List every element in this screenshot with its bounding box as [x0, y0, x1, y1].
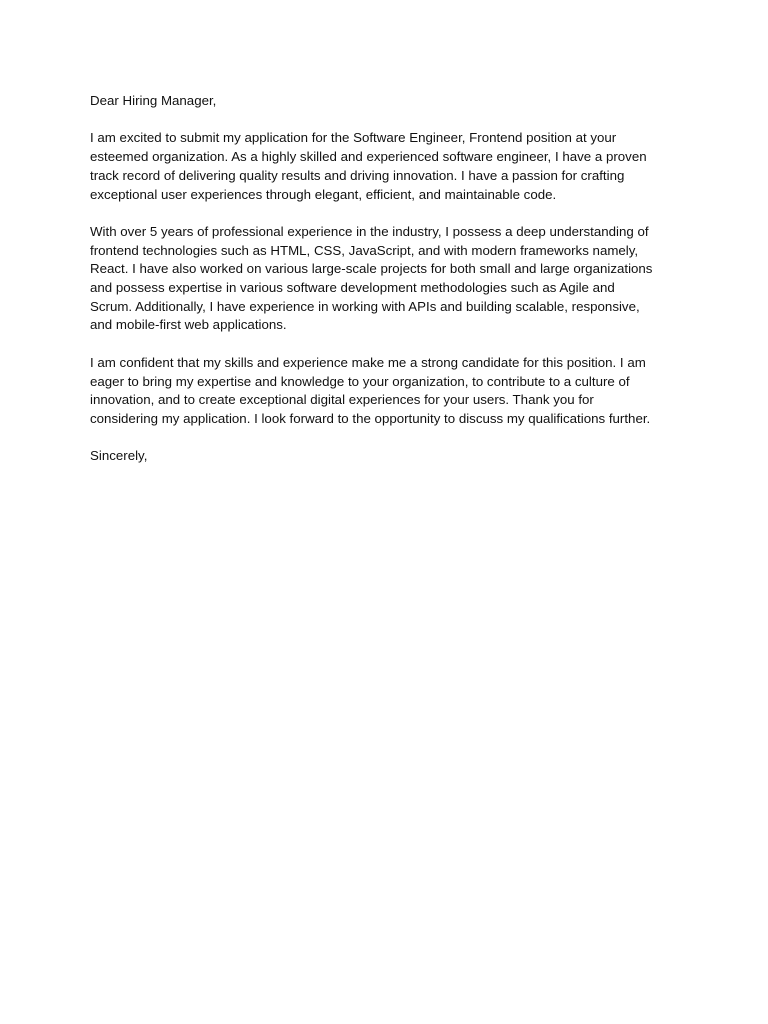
paragraph-line: With over 5 years of professional experience in the industry, I possess a deep understanding of [90, 223, 649, 239]
cover-letter [90, 92, 690, 485]
closing [90, 447, 690, 466]
paragraph-line: track record of delivering quality results and driving innovation. I have a passion for crafting [90, 167, 625, 183]
paragraph-line: innovation, and to create exceptional digital experiences for your users. Thank you for [90, 392, 594, 408]
paragraph-3 [90, 354, 690, 429]
paragraph-line: considering my application. I look forward to the opportunity to discuss my qualifications further. [90, 410, 651, 426]
closing-text: Sincerely, [90, 448, 148, 464]
salutation [90, 92, 690, 111]
paragraph-line: frontend technologies such as HTML, CSS, JavaScript, and with modern frameworks namely, [90, 242, 639, 258]
paragraph-line: exceptional user experiences through elegant, efficient, and maintainable code. [90, 186, 557, 202]
paragraph-line: eager to bring my expertise and knowledge to your organization, to contribute to a culture of [90, 373, 630, 389]
paragraph-line: I am excited to submit my application for the Software Engineer, Frontend position at your [90, 130, 617, 146]
paragraph-line: Scrum. Additionally, I have experience in working with APIs and building scalable, responsive, [90, 298, 640, 314]
paragraph-line: esteemed organization. As a highly skilled and experienced software engineer, I have a proven [90, 149, 647, 165]
paragraph-line: I am confident that my skills and experience make me a strong candidate for this position. I am [90, 354, 646, 370]
paragraph-line: and mobile-first web applications. [90, 317, 287, 333]
salutation-text: Dear Hiring Manager, [90, 93, 217, 108]
paragraph-1 [90, 129, 690, 204]
paragraph-2 [90, 223, 690, 335]
paragraph-line: and possess expertise in various software development methodologies such as Agile and [90, 280, 615, 295]
paragraph-line: React. I have also worked on various large-scale projects for both small and large organizations [90, 261, 653, 277]
